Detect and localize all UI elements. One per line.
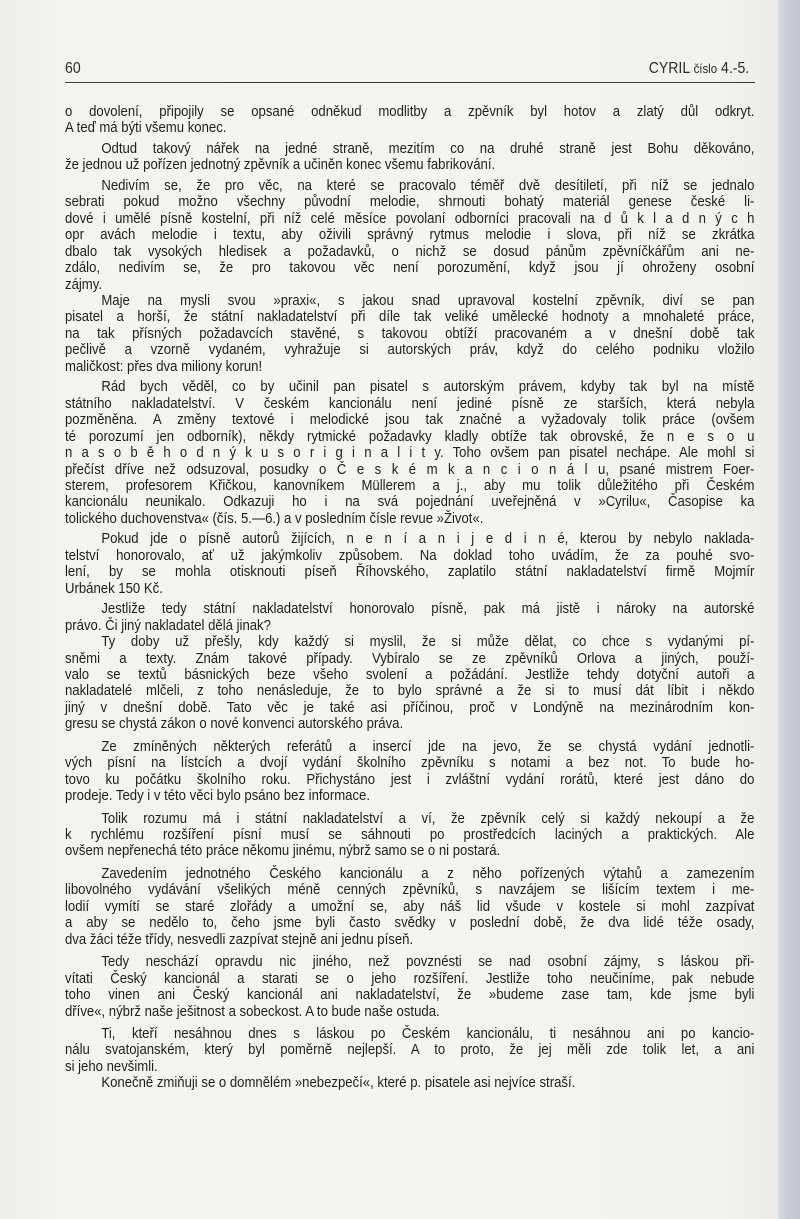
text-line: Tolik rozumu má i státní nakladatelství a ví, že zpěvník celý si každý nekoupí a že bbox=[101, 809, 755, 827]
text-line: toho vinen ani Český kancionál ani nakladatelství, že »budeme zase tam, kde jsme byli bbox=[65, 986, 755, 1004]
text-line: dva žáci téže třídy, nesvedli zazpívat stejně ani jednu píseň. bbox=[65, 930, 414, 948]
text-line: právo. Či jiný nakladatel dělá jinak? bbox=[65, 616, 271, 634]
text-line: telství honorovalo, ať už jakýmkoliv způsobem. Na doklad toho uvádím, že za pouhé svo- bbox=[65, 546, 755, 564]
text-line: Jestliže tedy státní nakladatelství honorovalo písně, pak má jistě i nároky na autorské bbox=[101, 600, 755, 618]
text-line: zájmy. bbox=[65, 275, 102, 293]
paragraph bbox=[65, 811, 755, 860]
text-line: Ty doby už přešly, kdy každý si myslil, že si může dělat, co chce s vydanými pí- bbox=[101, 633, 755, 651]
text-line: Zavedením jednotného Českého kancionálu a z něho pořízených výtahů a zamezením bbox=[101, 864, 755, 882]
paragraph bbox=[65, 634, 755, 733]
text-line: sněmi a texty. Znám takové případy. Vybíralo se ze zpěvníků Orlova a jiných, použí- bbox=[65, 649, 755, 667]
text-line: sebrati pokud možno všechny původní melodie, shrnouti bohatý materiál genese české li- bbox=[65, 193, 755, 211]
paragraph bbox=[65, 141, 755, 174]
text-line: Nedivím se, že pro věc, na které se pracovalo téměř dvě desítiletí, při níž se jednalo bbox=[101, 176, 755, 194]
text-line: že jednou už pořízen jednotný zpěvník a učiněn konec všemu fabrikování. bbox=[65, 156, 496, 174]
article-body bbox=[65, 104, 755, 1092]
text-line: Ze zmíněných některých referátů a insercí jde na jevo, že se chystá vydání jednotli- bbox=[101, 737, 755, 755]
text-line: nakladatelé mlčeli, z toho nenásleduje, že to bylo správné a že si to musí dát líbit i někdo bbox=[65, 682, 755, 700]
text-line: státního nakladatelství. V českém kancionálu není jediné písně ze starších, která nebyla bbox=[65, 394, 755, 412]
paragraph bbox=[65, 178, 755, 293]
text-line: Maje na mysli svou »praxi«, s jakou snad upravoval kostelní zpěvník, diví se pan bbox=[101, 291, 755, 309]
text-line: vítati Český kancionál a starati se o jeho rozšíření. Jestliže toho neučiníme, pak nebude bbox=[65, 969, 755, 987]
text-line: prodeje. Tedy i v této věci bylo psáno bez informace. bbox=[65, 787, 371, 805]
paragraph bbox=[65, 1075, 755, 1091]
paragraph bbox=[65, 739, 755, 805]
journal-title: CYRIL bbox=[648, 60, 690, 77]
paragraph bbox=[65, 866, 755, 948]
text-line: kancionálu neunikalo. Odkazuji ho i na svá pojednání uveřejněná v »Cyrilu«, Časopise ka bbox=[65, 493, 755, 511]
paragraph bbox=[65, 954, 755, 1020]
text-line: tolického duchovenstva« (čís. 5.—6.) a v posledním čísle revue »Život«. bbox=[65, 509, 484, 527]
text-line: tovo ku počátku školního roku. Přichystáno jest i zvláštní vydání rorátů, které jest dáno do bbox=[65, 770, 755, 788]
text-line: Tedy neschází opravdu nic jiného, než povznésti se nad osobní zájmy, s láskou při- bbox=[101, 953, 755, 971]
text-line: pisatel a horší, že státní nakladatelství při díle tak veliké umělecké hodnoty a mnohaleté práce, bbox=[65, 308, 755, 326]
text-line: Ti, kteří nesáhnou dnes s láskou po Českém kancionálu, ti nesáhnou ani po kancio- bbox=[101, 1025, 755, 1043]
text-line: nálu svatojanském, který byl poměrně nejlepší. A to proto, že jej měli zde tolik let, a ani bbox=[65, 1041, 755, 1059]
text-line: gresu se chystá zákon o nové konvenci autorského práva. bbox=[65, 715, 404, 733]
text-line: sterem, profesorem Křičkou, kanovníkem Müllerem a j., aby mu tolik důležitého při Českém bbox=[65, 476, 755, 494]
paragraph bbox=[65, 531, 755, 597]
paragraph bbox=[65, 379, 755, 527]
paragraph bbox=[65, 293, 755, 375]
text-line: Konečně zmiňuji se o domnělém »nebezpečí«, které p. pisatele asi nejvíce straší. bbox=[101, 1074, 576, 1092]
text-line: ovšem nepřenechá této práce někomu jinému, nýbrž samo se o ni postará. bbox=[65, 842, 501, 860]
text-line: Urbánek 150 Kč. bbox=[65, 579, 163, 597]
text-line: přečíst dříve než odsuzoval, posudky o Č e s k é m k a n c i o n á l u, psané mistrem Foer- bbox=[65, 460, 755, 478]
text-line: Rád bych věděl, co by učinil pan pisatel s autorským právem, kdyby tak byl na místě bbox=[101, 378, 755, 396]
text-line: lodií vymítí se staré zlořády a umožní se, aby náš lid všude v kostele si mohl zazpívat bbox=[65, 897, 755, 915]
text-line: Pokud jde o písně autorů žijících, n e n í a n i j e d i n é, kterou by nebylo naklada- bbox=[101, 530, 755, 548]
text-line: o dovolení, připojily se opsané odněkud modlitby a zpěvník byl hotov a zlatý důl odkryt. bbox=[65, 103, 755, 120]
scan-edge bbox=[778, 0, 800, 1219]
text-line: n a s o b ě h o d n ý k u s o r i g i n a l i t y. Toho ovšem pan pisatel nechápe. Ale mohl si bbox=[65, 444, 755, 462]
text-line: pečlivě a vzorně vydaném, vyhražuje si autorských práv, když do celého podniku vložilo bbox=[65, 341, 755, 359]
text-line: dové i umělé písně kostelní, při níž celé měsíce povolaní odborníci pracovali na d ů k l a d n ý c h bbox=[65, 209, 755, 227]
text-line: dbalo tak vysokých hledisek a požadavků, o nichž se dosud pánům zpěvníčkářům ani ne- bbox=[65, 242, 755, 260]
text-line: pozměněna. A změny textové i melodické jsou tak značné a vyžadovaly tolik práce (ovšem bbox=[65, 411, 755, 429]
text-line: k rychlému rozšíření písní musí se sáhnouti po prostředcích laciných a praktických. Ale bbox=[65, 826, 755, 844]
text-line: libovolného vydávání všelikých méně cenných zpěvníků, s navzájem se lišícím textem i me- bbox=[65, 881, 755, 899]
issue-label: číslo bbox=[693, 61, 717, 76]
page-header bbox=[65, 58, 755, 83]
text-line: vých písní na lístcích a dvojí vydání školního zpěvníku s notami a bez not. To bude ho- bbox=[65, 754, 755, 772]
text-line: valo se textů básnických beze všeho svolení a požádání. Jestliže tehdy dotyční autoři a bbox=[65, 665, 755, 683]
issue-number: 4.-5. bbox=[720, 60, 749, 77]
text-line: zdálo, nedivím se, že pro takovou věc není porozumění, když jsou jí ohroženy osobní bbox=[65, 259, 755, 277]
text-line: na tak přísných požadavcích stavěné, s takovou obtíží pracovaném a v dnešní době tak bbox=[65, 324, 755, 342]
text-line: maličkost: přes dva miliony korun! bbox=[65, 357, 263, 375]
text-line: A teď má býti všemu konec. bbox=[65, 119, 227, 137]
text-line: lení, by se mohla otisknouti píseň Říhovského, zaplatilo státní nakladatelství firmě Mojmír bbox=[65, 563, 755, 581]
text-line: Odtud takový nářek na jedné straně, mezitím co na druhé straně jest Bohu děkováno, bbox=[101, 139, 755, 157]
paragraph bbox=[65, 1026, 755, 1075]
text-line: opr avách melodie i textu, aby oživili správný rytmus melodie i slova, při níž se zkrátka bbox=[65, 226, 755, 244]
paragraph bbox=[65, 601, 755, 634]
page-number: 60 bbox=[65, 60, 81, 77]
running-head bbox=[649, 60, 749, 78]
text-line: dříve«, nýbrž naše ješitnost a sobeckost. A to bude naše ostuda. bbox=[65, 1002, 440, 1020]
text-line: a aby se nedělo to, čeho jsme byli často svědky v poslední době, že dva lidé téže osady, bbox=[65, 914, 755, 932]
text-line: jiný v dnešní době. Tato věc je také asi příčinou, proč v Londýně na mezinárodním kon- bbox=[65, 698, 755, 716]
paragraph bbox=[65, 104, 755, 137]
text-line: té porozumí jen odborník), někdy rytmické požadavky kladly obtíže tak obrovské, že n e s o u bbox=[65, 427, 755, 445]
text-line: si jeho nevšimli. bbox=[65, 1057, 158, 1075]
